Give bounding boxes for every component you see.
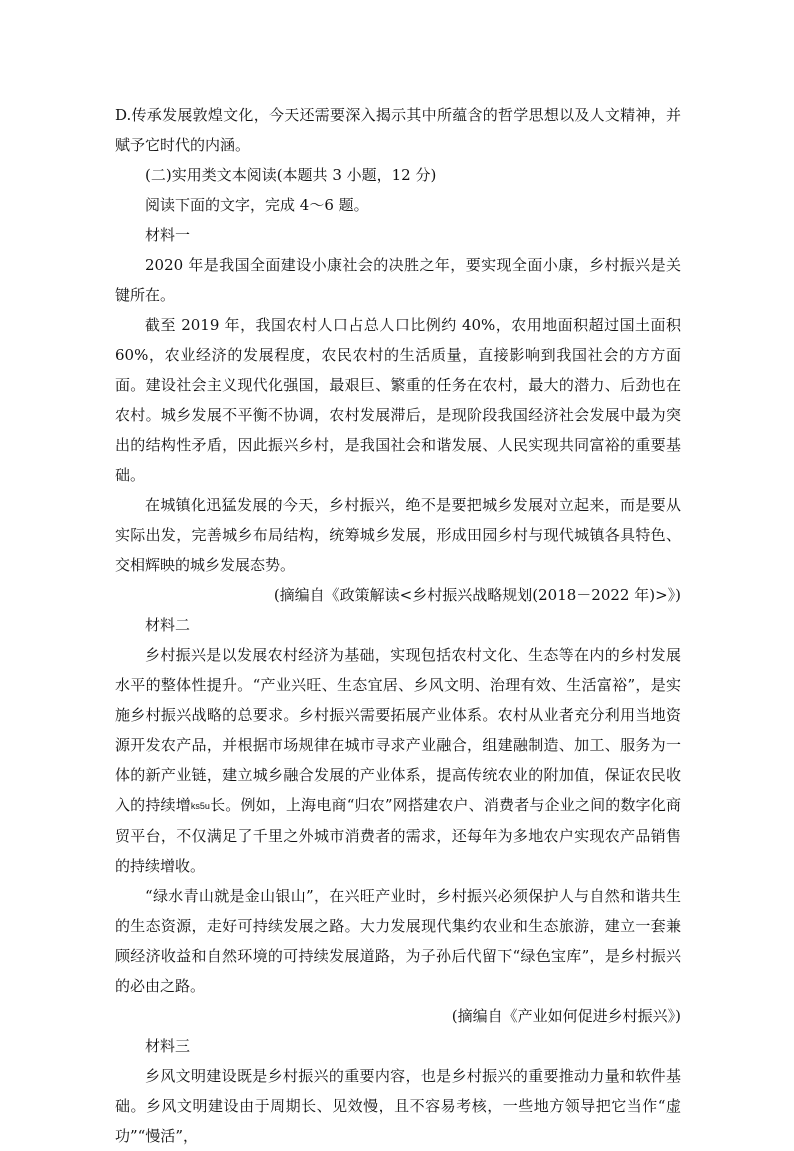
material-2-paragraph-1 xyxy=(115,640,681,881)
material-3-paragraph-1: 乡风文明建设既是乡村振兴的重要内容，也是乡村振兴的重要推动力量和软件基础。乡风文明建设由于周期长、见效慢，且不容易考核，一些地方领导把它当作“虚功”“慢活”， xyxy=(115,1067,681,1145)
material-2-heading: 材料二 xyxy=(145,616,191,634)
material-1-heading: 材料一 xyxy=(145,226,191,244)
material-1-source: (摘编自《政策解读<乡村振兴战略规划(2018－2022 年)>》) xyxy=(273,586,681,604)
material-3-heading: 材料三 xyxy=(145,1037,191,1055)
material-1-paragraph-2: 截至 2019 年，我国农村人口占总人口比例约 40%，农用地面积超过国土面积 60%，农业经济的发展程度，农民农村的生活质量，直接影响到我国社会的方方面面。建设社会主义现代化强国，最艰巨、繁重的任务在农村，最大的潜力、后劲也在农村。城乡发展不平衡不协调，农村发展滞后，是现阶段我国经济社会发展中最为突出的结构性矛盾，因此振兴乡村，是我国社会和谐发展、人民实现共同富裕的重要基础。 xyxy=(115,316,681,484)
material-2-source: (摘编自《产业如何促进乡村振兴》) xyxy=(451,1007,681,1025)
watermark-text: ks5u xyxy=(190,801,210,811)
instruction: 阅读下面的文字，完成 4～6 题。 xyxy=(145,196,369,214)
document-page xyxy=(115,100,681,1151)
material-2-paragraph-1-part-b: 长。例如，上海电商“归农”网搭建农户、消费者与企业之间的数字化商贸平台，不仅满足了千里之外城市消费者的需求，还每年为多地农户实现农产品销售的持续增收。 xyxy=(115,796,681,875)
material-2-paragraph-1-part-a: 乡村振兴是以发展农村经济为基础，实现包括农村文化、生态等在内的乡村发展水平的整体性提升。“产业兴旺、生态宜居、乡风文明、治理有效、生活富裕”，是实施乡村振兴战略的总要求。乡村振兴需要拓展产业体系。农村从业者充分利用当地资源开发农产品，并根据市场规律在城市寻求产业融合，组建融制造、加工、服务为一体的新产业链，建立城乡融合发展的产业体系，提高传统农业的附加值，保证农民收入的持续增 xyxy=(115,646,681,814)
material-1-paragraph-1: 2020 年是我国全面建设小康社会的决胜之年，要实现全面小康，乡村振兴是关键所在。 xyxy=(115,256,681,304)
option-d-paragraph: D.传承发展敦煌文化，今天还需要深入揭示其中所蕴含的哲学思想以及人文精神，并赋予它时代的内涵。 xyxy=(115,106,681,154)
section-heading: (二)实用类文本阅读(本题共 3 小题，12 分) xyxy=(145,166,437,184)
material-1-paragraph-3: 在城镇化迅猛发展的今天，乡村振兴，绝不是要把城乡发展对立起来，而是要从实际出发，完善城乡布局结构，统筹城乡发展，形成田园乡村与现代城镇各具特色、交相辉映的城乡发展态势。 xyxy=(115,496,681,574)
material-2-paragraph-2: “绿水青山就是金山银山”，在兴旺产业时，乡村振兴必须保护人与自然和谐共生的生态资源，走好可持续发展之路。大力发展现代集约农业和生态旅游，建立一套兼顾经济收益和自然环境的可持续发展道路，为子孙后代留下“绿色宝库”，是乡村振兴的必由之路。 xyxy=(115,887,681,995)
